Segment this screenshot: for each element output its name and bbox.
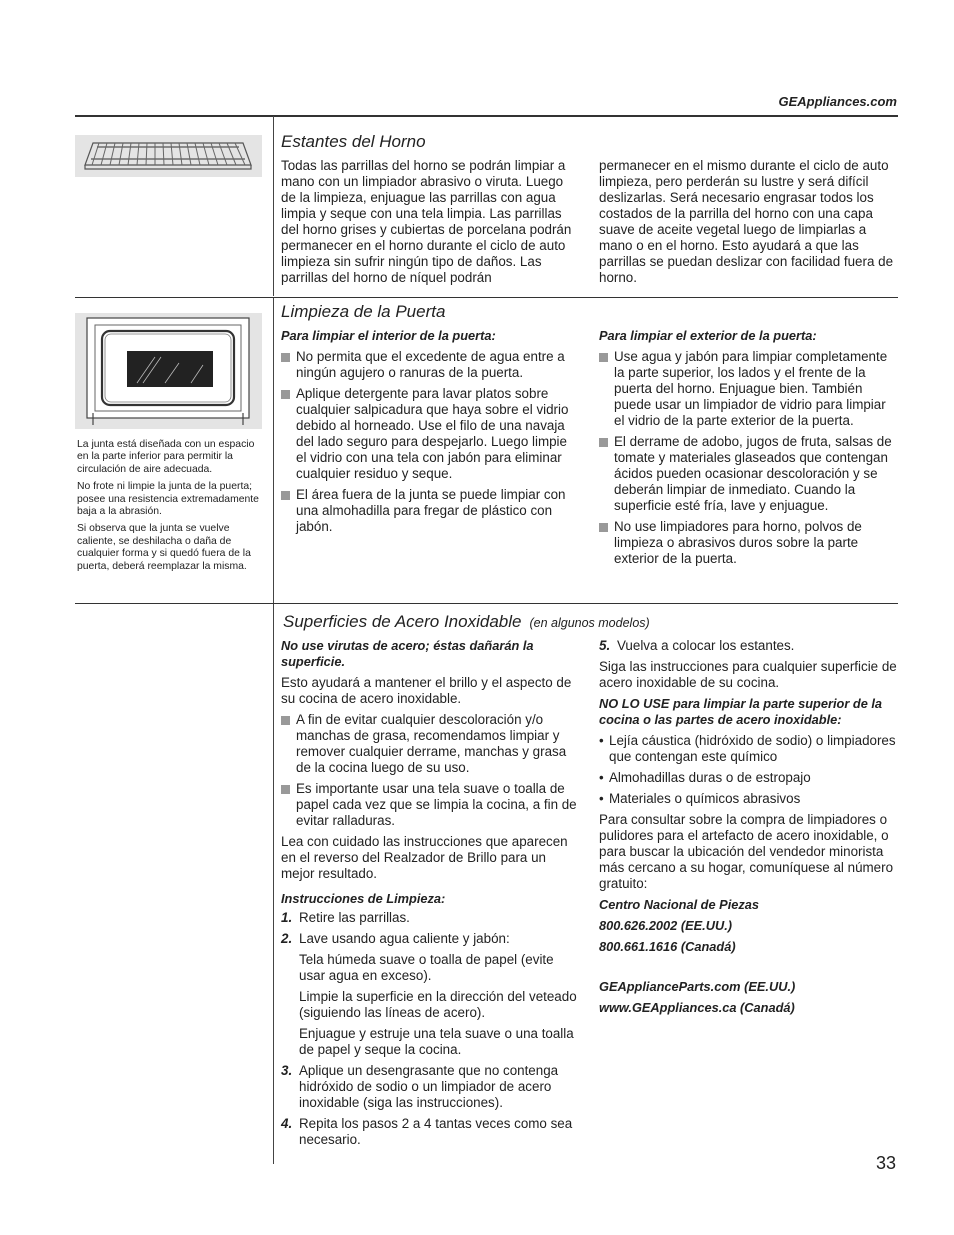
step-number: 4. (281, 1116, 293, 1131)
door-exterior-heading: Para limpiar el exterior de la puerta: (599, 328, 817, 343)
shelves-title: Estantes del Horno (281, 132, 426, 151)
gasket-caption-1: La junta está diseñada con un espacio en la parte inferior para permitir la circulación de aire adecuada. (77, 439, 255, 475)
column-divider (273, 298, 274, 603)
shelves-paragraph-1: Todas las parrillas del horno se podrán limpiar a mano con un limpiador abrasivo o viruta. Luego de la limpieza, enjuague las parrillas con agua limpia y seque con una tela limpia. Las parrillas del horno grises y cubiertas de porcelana podrán permanecer en el horno durante el ciclo de auto limpieza sin sufrir ningún tipo de daños. Las parrillas del horno de níquel podrán (281, 158, 572, 285)
steel-right-column (599, 638, 897, 1021)
step-text: Lave usando agua caliente y jabón: (299, 931, 510, 946)
header-rule (75, 115, 898, 117)
step-text: Repita los pasos 2 a 4 tantas veces como sea necesario. (299, 1116, 573, 1147)
steel-read-note: Lea con cuidado las instrucciones que aparecen en el reverso del Realzador de Brillo para un mejor resultado. (281, 834, 568, 881)
section-rule-2 (75, 603, 898, 604)
door-interior-column (281, 328, 581, 540)
column-divider (273, 116, 274, 296)
step-4 (281, 1116, 581, 1148)
list-item: Use agua y jabón para limpiar completamente la parte superior, los lados y el frente de la puerta del horno. Enjuague bien. También puede usar un limpiador de vidrio para limpiar el vidrio de la parte exterior de la puerta. (599, 349, 897, 429)
step-2-detail: Limpie la superficie en la dirección del veteado (siguiendo las líneas de acero). (299, 989, 577, 1020)
steel-consult: Para consultar sobre la compra de limpiadores o pulidores para el artefacto de acero inoxidable, o para buscar la ubicación del vendedor minorista más cercano a su hogar, comuníquese al número gratuito: (599, 812, 894, 891)
step-number: 5. (599, 638, 611, 653)
step-number: 3. (281, 1063, 293, 1078)
steel-follow: Siga las instrucciones para cualquier superficie de acero inoxidable de su cocina. (599, 659, 897, 690)
oven-rack-illustration (75, 135, 262, 177)
shelves-right-text (599, 158, 897, 291)
contact-line: 800.626.2002 (EE.UU.) (599, 918, 733, 933)
shelves-left-text (281, 158, 581, 291)
step-5 (599, 638, 897, 654)
door-exterior-column (599, 328, 897, 572)
shelves-paragraph-2: permanecer en el mismo durante el ciclo de auto limpieza, pero perderán su lustre y será difícil deslizarlas. Será necesario engrasar todos los costados de la parrilla del horno con una capa suave de aceite vegetal luego de limpiarlas a mano o en el horno. Esto ayudará a que las parrillas se puedan deslizar con facilidad fuera de horno. (599, 158, 894, 285)
oven-door-icon (75, 313, 262, 429)
step-number: 1. (281, 910, 293, 925)
list-item: Aplique detergente para lavar platos sobre cualquier salpicadura que haya sobre el vidrio debido al horneado. Use el filo de una navaja del lado seguro para despejarlo. Luego limpie el vidrio con una tela con jabón para eliminar cualquier residuo y seque. (281, 386, 581, 482)
step-2 (281, 931, 581, 947)
list-item: No permita que el excedente de agua entre a ningún agujero o ranuras de la puerta. (281, 349, 581, 381)
list-item: A fin de evitar cualquier descoloración y/o manchas de grasa, recomendamos limpiar y remover cualquier derrame, manchas y grasa de la cocina luego de su uso. (281, 712, 581, 776)
steel-title (283, 612, 650, 632)
step-3 (281, 1063, 581, 1111)
list-item: El derrame de adobo, jugos de fruta, salsas de tomate y materiales glaseados que contengan ácidos pueden ocasionar descoloración y se deberán limpiar de inmediato. Cuando la superficie esté fría, lave y enjuague. (599, 434, 897, 514)
step-1 (281, 910, 581, 926)
steel-warning: No use virutas de acero; éstas dañarán la superficie. (281, 638, 534, 669)
step-text: Retire las parrillas. (299, 910, 410, 925)
no-use-heading: NO LO USE para limpiar la parte superior de la cocina o las partes de acero inoxidable: (599, 696, 883, 727)
instructions-heading: Instrucciones de Limpieza: (281, 891, 446, 906)
column-divider (273, 604, 274, 1164)
list-item: No use limpiadores para horno, polvos de limpieza o abrasivos duros sobre la parte exterior de la puerta. (599, 519, 897, 567)
step-text: Vuelva a colocar los estantes. (617, 638, 795, 653)
list-item: • Almohadillas duras o de estropajo (599, 770, 897, 786)
list-item: • Lejía cáustica (hidróxido de sodio) o limpiadores que contengan este químico (599, 733, 897, 765)
gasket-captions (77, 439, 267, 578)
door-interior-heading: Para limpiar el interior de la puerta: (281, 328, 496, 343)
step-2-detail: Enjuague y estruje una tela suave o una toalla de papel y seque la cocina. (299, 1026, 574, 1057)
step-number: 2. (281, 931, 293, 946)
section-rule-1 (75, 297, 898, 298)
list-item: • Materiales o químicos abrasivos (599, 791, 897, 807)
steel-title-note: (en algunos modelos) (529, 616, 650, 630)
oven-door-illustration (75, 313, 262, 429)
door-title: Limpieza de la Puerta (281, 302, 446, 321)
web-link-us[interactable]: GEApplianceParts.com (EE.UU.) (599, 979, 796, 994)
steel-title-text: Superficies de Acero Inoxidable (283, 612, 522, 631)
list-item: El área fuera de la junta se puede limpiar con una almohadilla para fregar de plástico con jabón. (281, 487, 581, 535)
steel-left-column (281, 638, 581, 1153)
list-item: Es importante usar una tela suave o toalla de papel cada vez que se limpia la cocina, a fin de evitar ralladuras. (281, 781, 581, 829)
page-number: 33 (875, 1153, 896, 1173)
contact-line: Centro Nacional de Piezas (599, 897, 760, 912)
gasket-caption-2: No frote ni limpie la junta de la puerta; posee una resistencia extremadamente baja a la abrasión. (77, 481, 259, 518)
step-text: Aplique un desengrasante que no contenga hidróxido de sodio o un limpiador de acero inoxidable (siga las instrucciones). (299, 1063, 559, 1110)
site-url: GEAppliances.com (778, 94, 897, 109)
oven-rack-icon (75, 135, 262, 177)
gasket-caption-3: Si observa que la junta se vuelve caliente, se deshilacha o daña de cualquier forma y si quedó fuera de la puerta, deberá reemplazar la misma. (77, 523, 251, 572)
step-2-detail: Tela húmeda suave o toalla de papel (evite usar agua en exceso). (299, 952, 554, 983)
web-link-ca[interactable]: www.GEAppliances.ca (Canadá) (599, 1000, 795, 1015)
steel-intro: Esto ayudará a mantener el brillo y el aspecto de su cocina de acero inoxidable. (281, 675, 572, 706)
contact-line: 800.661.1616 (Canadá) (599, 939, 736, 954)
